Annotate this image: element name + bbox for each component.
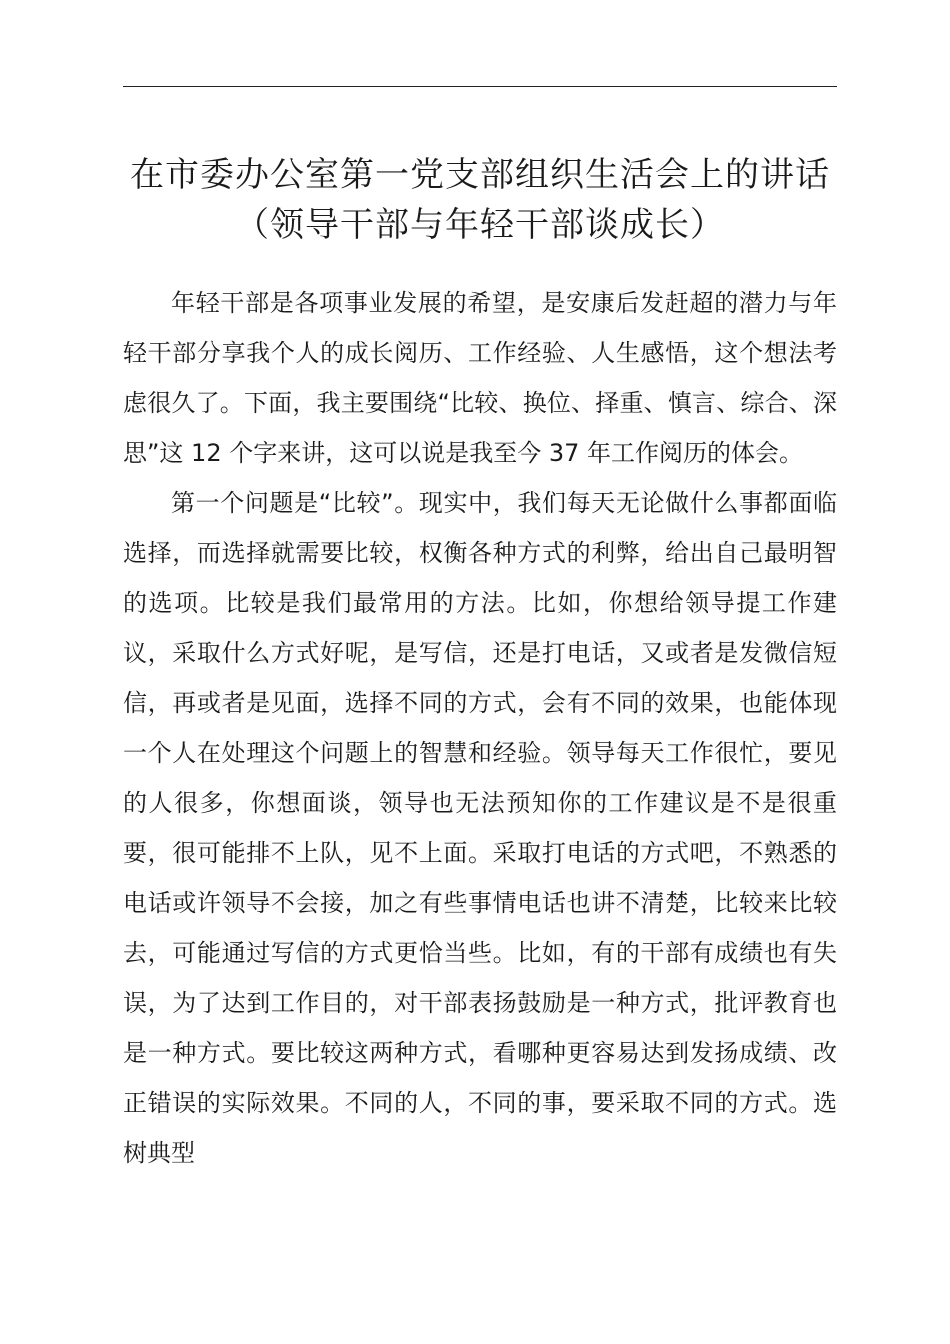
paragraph-intro: 年轻干部是各项事业发展的希望，是安康后发赶超的潜力与年轻干部分享我个人的成长阅历、工作经验、人生感悟，这个想法考虑很久了。下面，我主要围绕“比较、换位、择重、慎言、综合、深思”这 12 个字来讲，这可以说是我至今 37 年工作阅历的体会。 (123, 289, 837, 467)
header-rule (123, 86, 837, 87)
document-title (100, 150, 860, 250)
title-subtitle: （领导干部与年轻干部谈成长） (235, 205, 725, 245)
paragraph-comparison: 第一个问题是“比较”。现实中，我们每天无论做什么事都面临选择，而选择就需要比较，权衡各种方式的利弊，给出自己最明智的选项。比较是我们最常用的方法。比如，你想给领导提工作建议，采取什么方式好呢，是写信，还是打电话，又或者是发微信短信，再或者是见面，选择不同的方式，会有不同的效果，也能体现一个人在处理这个问题上的智慧和经验。领导每天工作很忙，要见的人很多，你想面谈，领导也无法预知你的工作建议是不是很重要，很可能排不上队，见不上面。采取打电话的方式吧，不熟悉的电话或许领导不会接，加之有些事情电话也讲不清楚，比较来比较去，可能通过写信的方式更恰当些。比如，有的干部有成绩也有失误，为了达到工作目的，对干部表扬鼓励是一种方式，批评教育也是一种方式。要比较这两种方式，看哪种更容易达到发扬成绩、改正错误的实际效果。不同的人，不同的事，要采取不同的方式。选树典型 (123, 489, 837, 1167)
title-main: 在市委办公室第一党支部组织生活会上的讲话 (130, 155, 830, 195)
document-body (123, 278, 837, 1178)
